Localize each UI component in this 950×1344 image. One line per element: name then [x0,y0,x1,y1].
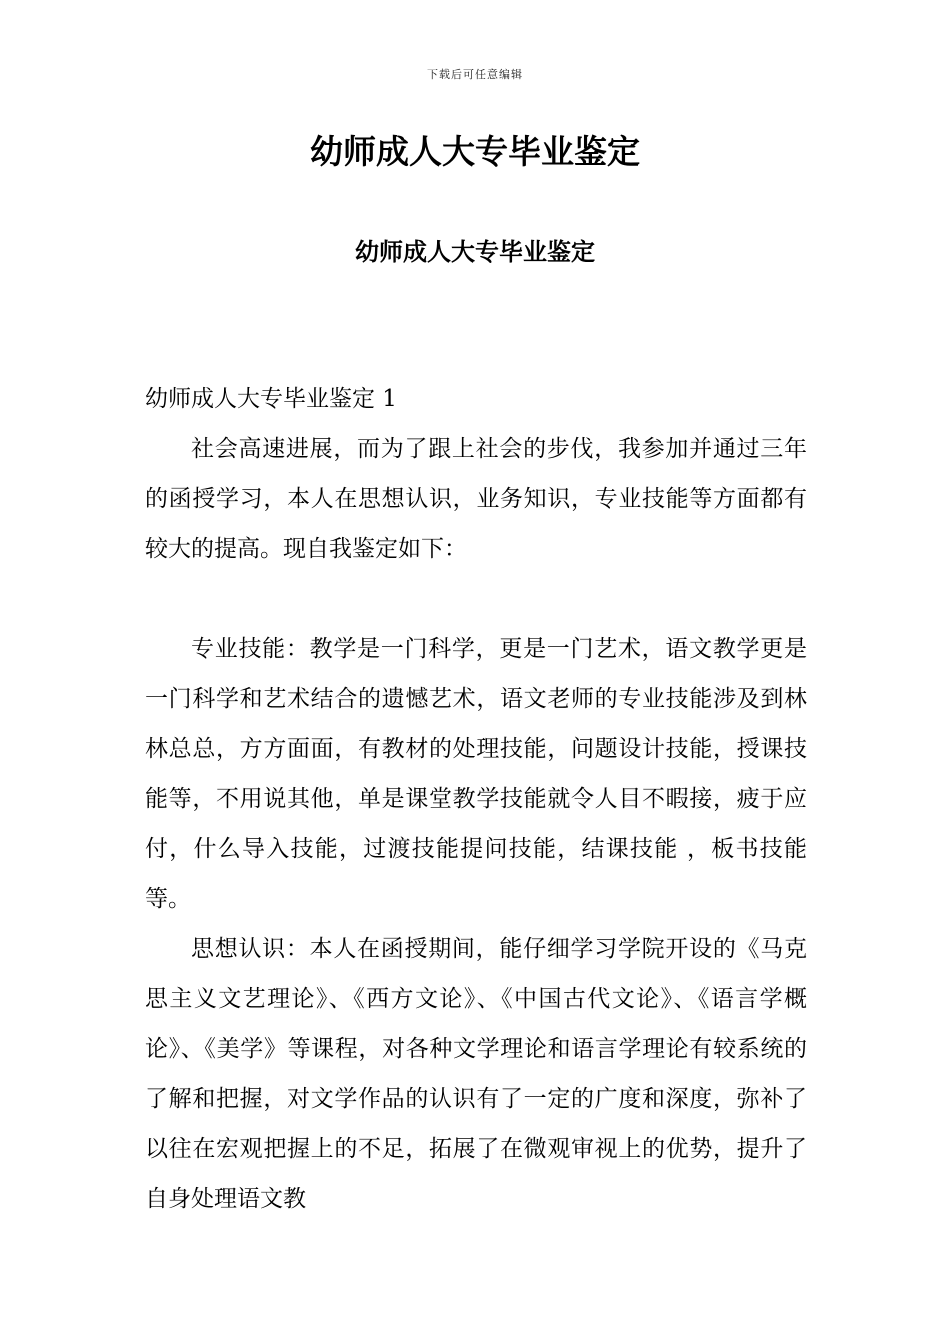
document-body [145,374,807,1224]
document-title: 幼师成人大专毕业鉴定 [310,132,640,171]
section-heading: 幼师成人大专毕业鉴定 1 [145,386,397,412]
document-subtitle: 幼师成人大专毕业鉴定 [355,237,595,266]
paragraph-intro: 社会高速进展，而为了跟上社会的步伐，我参加并通过三年的函授学习，本人在思想认识，业务知识，专业技能等方面都有较大的提高。现自我鉴定如下： [145,436,807,562]
paragraph-ideological-awareness: 思想认识：本人在函授期间，能仔细学习学院开设的《马克思主义文艺理论》、《西方文论》、《中国古代文论》、《语言学概论》、《美学》等课程，对各种文学理论和语言学理论有较系统的了解和把握，对文学作品的认识有了一定的广度和深度，弥补了以往在宏观把握上的不足，拓展了在微观审视上的优势，提升了自身处理语文教 [145,936,807,1212]
header-note: 下载后可任意编辑 [427,68,523,81]
paragraph-gap [145,574,807,624]
paragraph-professional-skills: 专业技能：教学是一门科学，更是一门艺术，语文教学更是一门科学和艺术结合的遗憾艺术，语文老师的专业技能涉及到林林总总，方方面面，有教材的处理技能，问题设计技能，授课技能等，不用说其他，单是课堂教学技能就令人目不暇接，疲于应付，什么导入技能，过渡技能提问技能，结课技能 ，板书技能等。 [145,636,807,912]
